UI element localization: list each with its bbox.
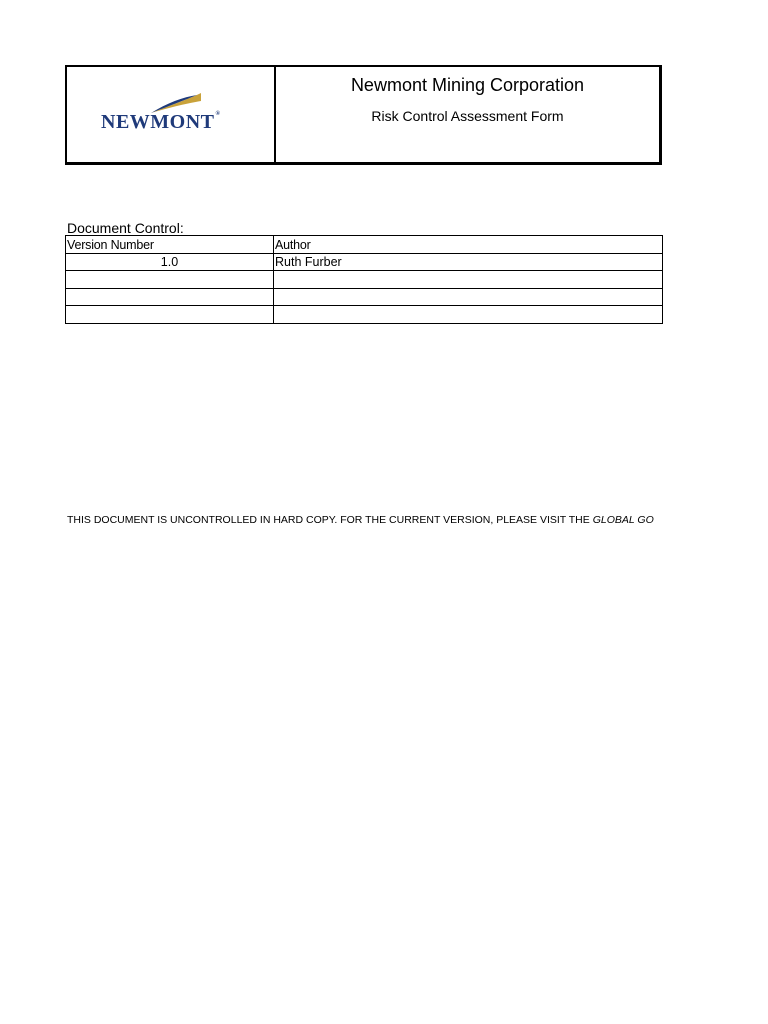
table-row bbox=[66, 271, 663, 289]
author-cell[interactable]: Ruth Furber bbox=[274, 253, 663, 271]
author-cell[interactable] bbox=[274, 306, 663, 324]
table-row bbox=[66, 288, 663, 306]
column-header-version: Version Number bbox=[66, 236, 274, 254]
notice-italic-text: GLOBAL GO bbox=[592, 514, 654, 526]
version-cell[interactable] bbox=[66, 306, 274, 324]
document-control-label: Document Control: bbox=[67, 220, 184, 236]
table-row bbox=[66, 253, 663, 271]
version-cell[interactable]: 1.0 bbox=[66, 253, 274, 271]
newmont-logo bbox=[101, 91, 221, 135]
notice-text: THIS DOCUMENT IS UNCONTROLLED IN HARD COPY. FOR THE CURRENT VERSION, PLEASE VISIT THE bbox=[67, 514, 593, 526]
table-header-row bbox=[66, 236, 663, 254]
logo-wordmark: NEWMONT® bbox=[101, 111, 221, 133]
column-header-author: Author bbox=[274, 236, 663, 254]
document-control-table bbox=[65, 235, 663, 324]
form-title: Risk Control Assessment Form bbox=[371, 108, 564, 124]
company-name: Newmont Mining Corporation bbox=[350, 75, 585, 95]
author-cell[interactable] bbox=[274, 288, 663, 306]
version-cell[interactable] bbox=[66, 271, 274, 289]
document-header bbox=[65, 65, 662, 165]
table-row bbox=[66, 306, 663, 324]
version-cell[interactable] bbox=[66, 288, 274, 306]
author-cell[interactable] bbox=[274, 271, 663, 289]
uncontrolled-copy-notice bbox=[67, 514, 662, 526]
